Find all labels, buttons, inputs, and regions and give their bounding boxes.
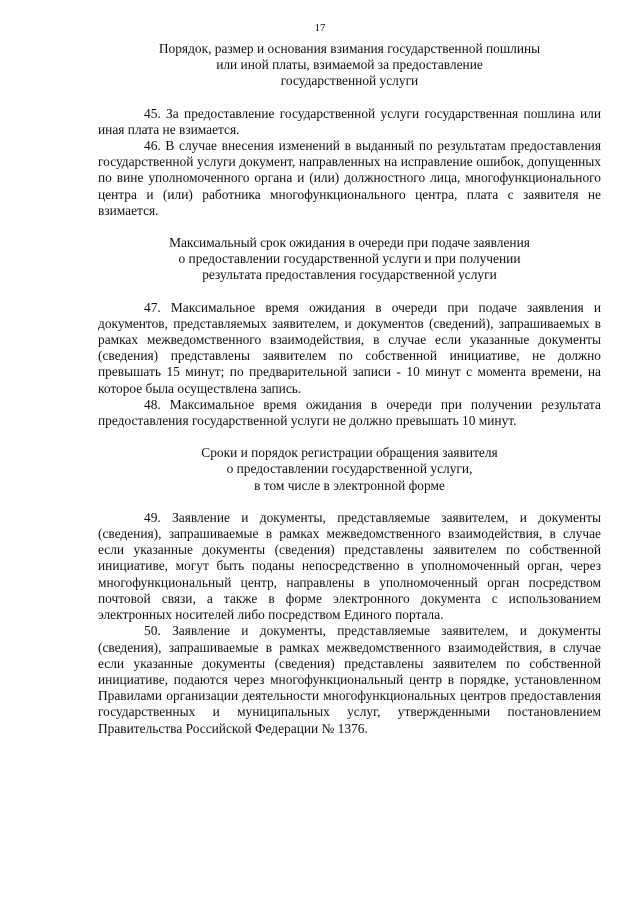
- heading-line: о предоставлении государственной услуги,: [226, 461, 473, 477]
- document-body: [98, 41, 601, 737]
- paragraph-46: 46. В случае внесения изменений в выданный по результатам предоставления государственной услуги документ, направленных на исправление ошибок, допущенных по вине уполномоченного органа и (или) должностного лица, многофункционального центра и (или) работника многофункционального центра, плата с заявителя не взимается.: [98, 138, 601, 218]
- heading-line: Порядок, размер и основания взимания государственной пошлины: [158, 41, 541, 56]
- section-heading-fee: [98, 41, 601, 90]
- heading-line: в том числе в электронной форме: [254, 477, 445, 493]
- heading-line: Максимальный срок ожидания в очереди при подаче заявления: [169, 235, 530, 251]
- heading-line: о предоставлении государственной услуги и при получении: [178, 251, 521, 267]
- paragraph-48: 48. Максимальное время ожидания в очереди при получении результата предоставления государственной услуги не должно превышать 10 минут.: [98, 396, 601, 429]
- paragraph-50: 50. Заявление и документы, представляемые заявителем, и документы (сведения), запрашиваемые в рамках межведомственного взаимодействия, в случае если указанные документы (сведения) представлены заявителем по собственной инициативе, подаются через многофункциональный центр в порядке, установленном Правилами организации деятельности многофункциональных центров предоставления государственных и муниципальных услуг, утвержденными постановлением Правительства Российской Федерации № 1376.: [98, 623, 601, 736]
- page-number: 17: [314, 22, 326, 34]
- section-heading-queue-time: [98, 235, 601, 284]
- paragraph-49: 49. Заявление и документы, представляемые заявителем, и документы (сведения), запрашиваемые в рамках межведомственного взаимодействия, в случае если указанные документы (сведения) представлены заявителем по собственной инициативе, могут быть поданы непосредственно в уполномоченный орган, через многофункциональный центр, направлены в уполномоченный орган посредством почтовой связи, а также в форме электронного документа с использованием электронных носителей либо посредством Единого портала.: [98, 509, 601, 623]
- paragraph-45: 45. За предоставление государственной услуги государственная пошлина или иная плата не взимается.: [98, 105, 601, 137]
- heading-line: результата предоставления государственной услуги: [202, 267, 497, 283]
- heading-line: государственной услуги: [280, 73, 419, 89]
- paragraph-47: 47. Максимальное время ожидания в очереди при подаче заявления и документов, представляемых заявителем, и документов (сведений), запрашиваемых в рамках межведомственного взаимодействия, в случае если указанные документы (сведения) представлены заявителем по собственной инициативе, не должно превышать 15 минут; по предварительной записи - 10 минут с момента времени, на которое была осуществлена запись.: [98, 299, 601, 396]
- heading-line: или иной платы, взимаемой за предоставление: [216, 57, 483, 73]
- section-heading-registration: [98, 445, 601, 494]
- heading-line: Сроки и порядок регистрации обращения заявителя: [201, 445, 498, 461]
